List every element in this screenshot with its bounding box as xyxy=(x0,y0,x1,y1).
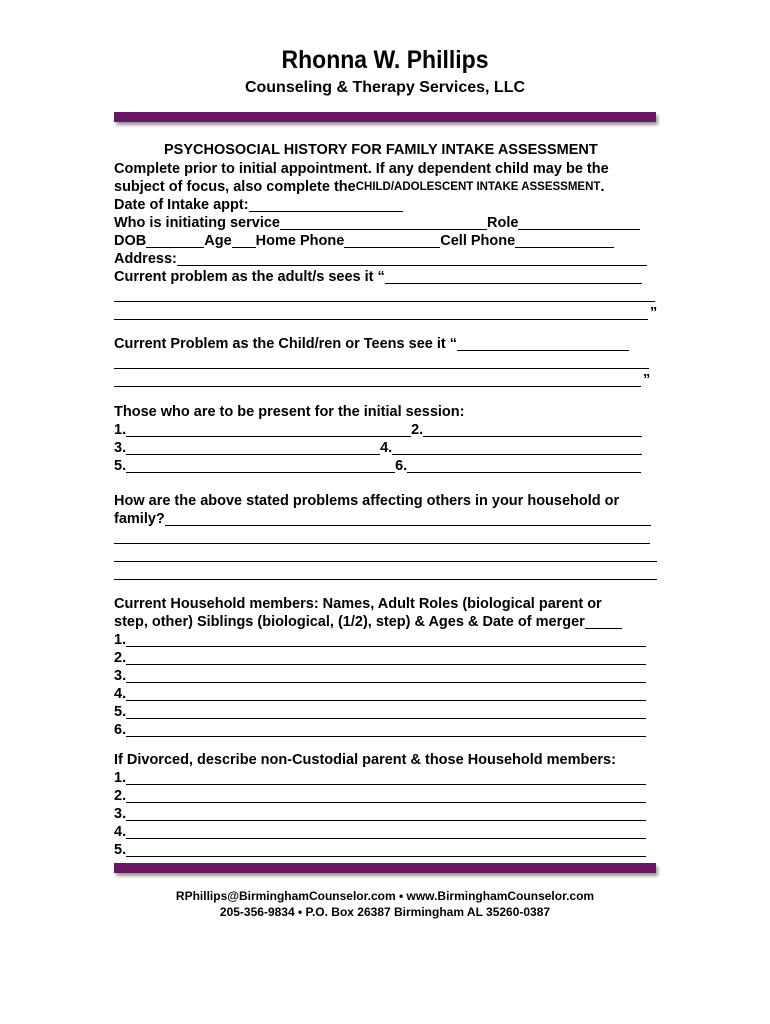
divorced-row-2: 2. xyxy=(114,787,646,805)
affecting-field-1[interactable] xyxy=(165,511,651,526)
address-row: Address: xyxy=(114,250,647,268)
present-row-2: 3. 4. xyxy=(114,439,642,457)
bottom-divider-bar xyxy=(114,863,656,873)
household-field-3[interactable] xyxy=(126,668,646,683)
child-problem-field-2[interactable] xyxy=(114,354,649,369)
household-row-3: 3. xyxy=(114,667,646,685)
adult-problem-field-3[interactable] xyxy=(114,305,648,320)
present-field-1[interactable] xyxy=(126,422,411,437)
affecting-field-4[interactable] xyxy=(114,565,657,580)
present-field-5[interactable] xyxy=(126,458,395,473)
child-problem-line-2 xyxy=(114,353,649,371)
merger-date-field[interactable] xyxy=(585,614,622,629)
home-phone-field[interactable] xyxy=(344,233,440,248)
affecting-field-2[interactable] xyxy=(114,529,650,544)
household-label-line-1: Current Household members: Names, Adult Roles (biological parent or xyxy=(114,596,602,612)
present-row-1: 1. 2. xyxy=(114,421,642,439)
initiating-service-row: Who is initiating service Role xyxy=(114,214,640,232)
household-row-5: 5. xyxy=(114,703,646,721)
child-problem-field-3[interactable] xyxy=(114,372,641,387)
divorced-row-5: 5. xyxy=(114,841,646,859)
household-row-2: 2. xyxy=(114,649,646,667)
household-row-6: 6. xyxy=(114,721,646,739)
affecting-line-5 xyxy=(114,564,657,582)
adult-problem-line-2 xyxy=(114,286,655,304)
divorced-field-1[interactable] xyxy=(126,770,646,785)
date-of-intake-field[interactable] xyxy=(249,197,403,212)
child-problem-row: Current Problem as the Child/ren or Teens see it “ xyxy=(114,335,629,353)
household-field-2[interactable] xyxy=(126,650,646,665)
divorced-row-4: 4. xyxy=(114,823,646,841)
child-problem-line-3: ” xyxy=(114,371,650,389)
present-label: Those who are to be present for the initial session: xyxy=(114,404,465,420)
date-of-intake-row: Date of Intake appt: xyxy=(114,196,403,214)
instructions-line-1: Complete prior to initial appointment. If any dependent child may be the xyxy=(114,161,609,177)
adult-problem-field-2[interactable] xyxy=(114,287,655,302)
divorced-row-3: 3. xyxy=(114,805,646,823)
footer-contact-line: RPhillips@BirminghamCounselor.com • www.BirminghamCounselor.com xyxy=(175,889,595,903)
cell-phone-field[interactable] xyxy=(515,233,614,248)
divorced-field-4[interactable] xyxy=(126,824,646,839)
household-label-line-2: step, other) Siblings (biological, (1/2), step) & Ages & Date of merger xyxy=(114,613,622,631)
affecting-question-line-1: How are the above stated problems affecting others in your household or xyxy=(114,493,620,509)
adult-problem-field[interactable] xyxy=(385,269,642,284)
adult-problem-row: Current problem as the adult/s sees it “ xyxy=(114,268,642,286)
present-field-3[interactable] xyxy=(126,440,380,455)
divorced-row-1: 1. xyxy=(114,769,646,787)
dob-field[interactable] xyxy=(146,233,204,248)
household-row-4: 4. xyxy=(114,685,646,703)
address-field[interactable] xyxy=(177,251,647,266)
divorced-label: If Divorced, describe non-Custodial parent & those Household members: xyxy=(114,752,616,768)
child-problem-field[interactable] xyxy=(457,336,629,351)
initiating-service-field[interactable] xyxy=(280,215,487,230)
affecting-line-4 xyxy=(114,546,657,564)
present-row-3: 5. 6. xyxy=(114,457,641,475)
form-title: PSYCHOSOCIAL HISTORY FOR FAMILY INTAKE ASSESSMENT xyxy=(164,142,598,158)
adult-problem-line-3: ” xyxy=(114,304,657,322)
top-divider-bar xyxy=(114,112,656,122)
household-field-4[interactable] xyxy=(126,686,646,701)
role-field[interactable] xyxy=(518,215,640,230)
affecting-question-line-2: family? xyxy=(114,510,651,528)
footer-address-line: 205-356-9834 • P.O. Box 26387 Birmingham AL 35260-0387 xyxy=(219,905,551,919)
dob-phone-row: DOB Age Home Phone Cell Phone xyxy=(114,232,614,250)
present-field-2[interactable] xyxy=(423,422,642,437)
affecting-line-3 xyxy=(114,528,650,546)
household-field-5[interactable] xyxy=(126,704,646,719)
practitioner-name: Rhonna W. Phillips xyxy=(281,46,489,74)
practice-name: Counseling & Therapy Services, LLC xyxy=(244,79,526,96)
household-field-6[interactable] xyxy=(126,722,646,737)
divorced-field-2[interactable] xyxy=(126,788,646,803)
household-field-1[interactable] xyxy=(126,632,646,647)
affecting-field-3[interactable] xyxy=(114,547,657,562)
household-row-1: 1. xyxy=(114,631,646,649)
divorced-field-3[interactable] xyxy=(126,806,646,821)
instructions-line-2: subject of focus, also complete the CHILD/ADOLESCENT INTAKE ASSESSMENT . xyxy=(114,179,605,195)
divorced-field-5[interactable] xyxy=(126,842,646,857)
present-field-4[interactable] xyxy=(392,440,642,455)
child-adolescent-form-name: CHILD/ADOLESCENT INTAKE ASSESSMENT xyxy=(355,181,601,193)
age-field[interactable] xyxy=(232,233,256,248)
present-field-6[interactable] xyxy=(407,458,641,473)
